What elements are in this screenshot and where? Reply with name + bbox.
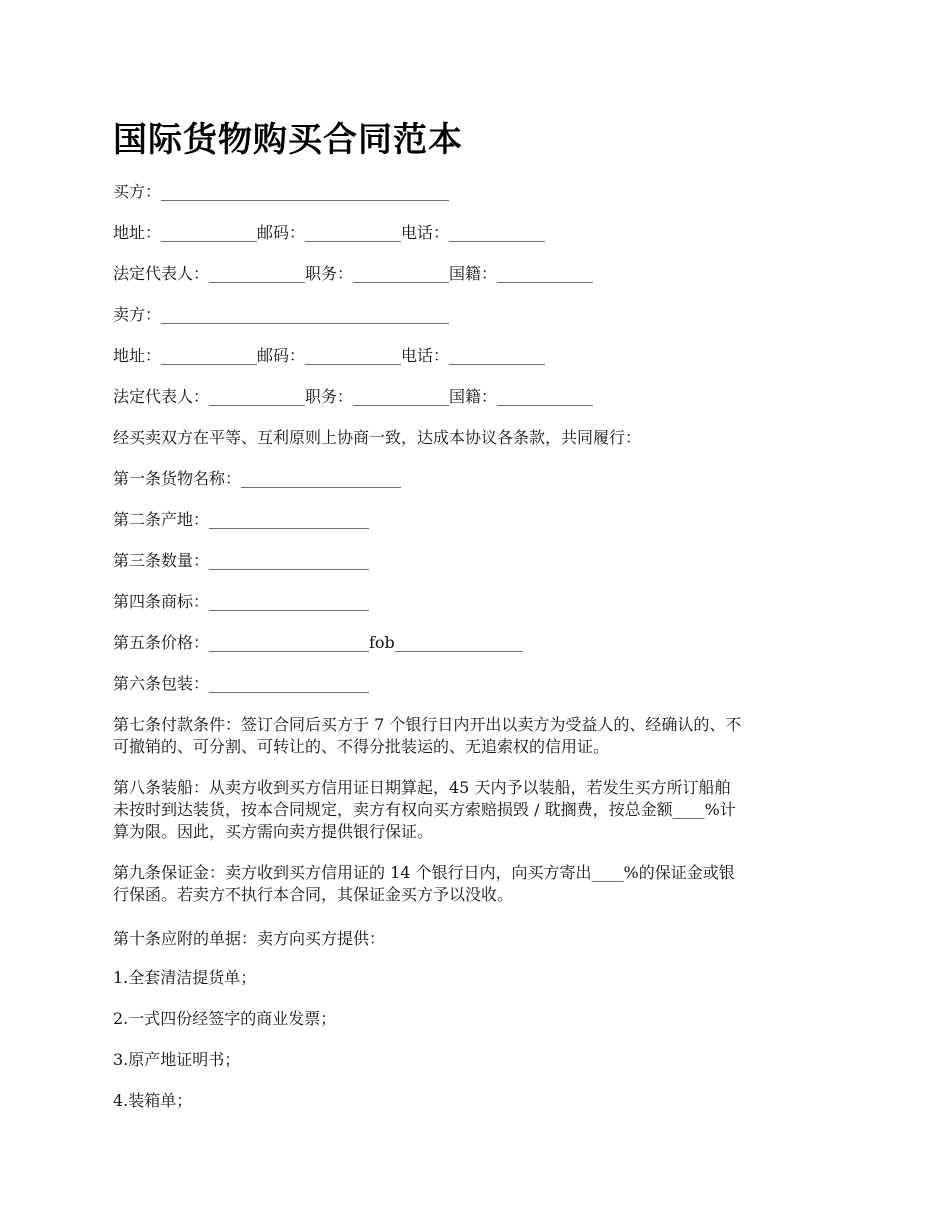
- buyer-representative-line: 法定代表人：____________职务：____________国籍：____________: [113, 264, 594, 283]
- clause-8-shipment: [113, 777, 841, 843]
- seller-address-line: 地址：____________邮码：____________电话：____________: [113, 346, 546, 365]
- clause-7-payment: [113, 714, 841, 758]
- seller-name-line: 卖方：____________________________________: [113, 305, 450, 324]
- clause-8-line: 第八条装船：从卖方收到买方信用证日期算起，45 天内予以装船，若发生买方所订船舶: [113, 778, 731, 797]
- document-item: 4.装箱单；: [113, 1091, 193, 1110]
- document-title: 国际货物购买合同范本: [113, 120, 463, 160]
- clause-3-quantity: 第三条数量：____________________: [113, 551, 370, 570]
- clause-9-deposit: [113, 862, 841, 906]
- document-item: 1.全套清洁提货单；: [113, 968, 257, 987]
- clause-5-price: 第五条价格：____________________fob________________: [113, 633, 523, 652]
- clause-8-line: 未按时到达装货，按本合同规定，卖方有权向买方索赔损毁 / 耽搁费，按总金额____%计: [113, 800, 736, 819]
- clause-2-origin: 第二条产地：____________________: [113, 510, 370, 529]
- agreement-intro: 经买卖双方在平等、互利原则上协商一致，达成本协议各条款，共同履行：: [113, 428, 642, 447]
- clause-6-packing: 第六条包装：____________________: [113, 674, 370, 693]
- clause-8-line: 算为限。因此，买方需向卖方提供银行保证。: [113, 822, 434, 841]
- clause-1-goods-name: 第一条货物名称：____________________: [113, 469, 402, 488]
- buyer-name-line: 买方：____________________________________: [113, 182, 450, 201]
- clause-9-line: 行保函。若卖方不执行本合同，其保证金买方予以没收。: [113, 885, 514, 904]
- clause-10-documents: 第十条应附的单据：卖方向买方提供：: [113, 929, 386, 948]
- clause-4-trademark: 第四条商标：____________________: [113, 592, 370, 611]
- seller-representative-line: 法定代表人：____________职务：____________国籍：____________: [113, 387, 594, 406]
- document-item: 3.原产地证明书；: [113, 1050, 241, 1069]
- clause-9-line: 第九条保证金：卖方收到买方信用证的 14 个银行日内，向买方寄出____%的保证金或银: [113, 863, 735, 882]
- document-item: 2.一式四份经签字的商业发票；: [113, 1009, 337, 1028]
- clause-7-line: 第七条付款条件：签订合同后买方于 7 个银行日内开出以卖方为受益人的、经确认的、不: [113, 715, 742, 734]
- clause-7-line: 可撤销的、可分割、可转让的、不得分批装运的、无追索权的信用证。: [113, 737, 610, 756]
- buyer-address-line: 地址：____________邮码：____________电话：____________: [113, 223, 546, 242]
